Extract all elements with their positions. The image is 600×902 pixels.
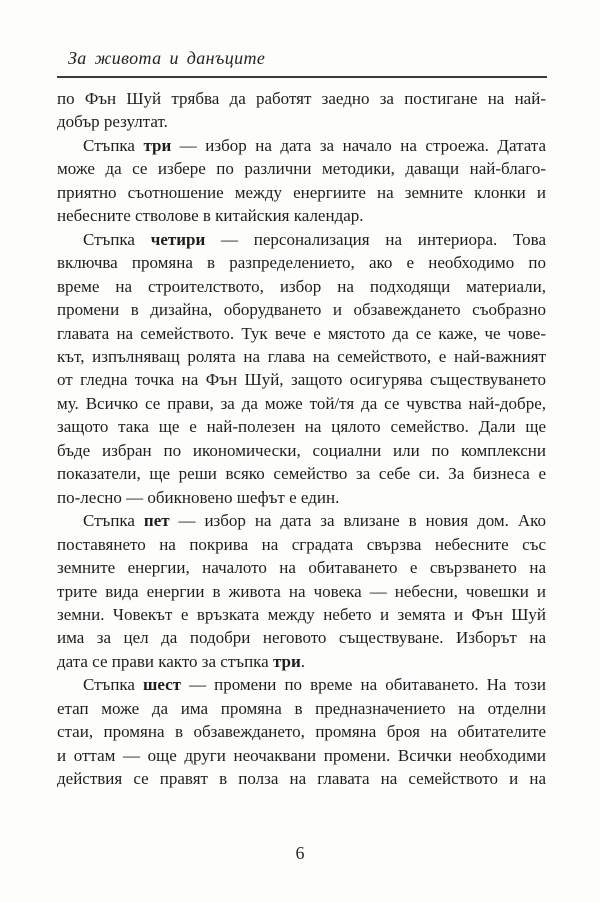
text-line [57, 298, 546, 321]
text-line [57, 392, 546, 415]
text-segment: включва промяна в разпределението, ако е необходимо по [57, 253, 546, 273]
text-segment: — избор на дата за влизане в новия дом. Ако [169, 511, 546, 531]
page-body [57, 87, 546, 791]
text-segment: . [300, 651, 306, 671]
text-segment: — избор на дата за начало на строежа. Датата [171, 135, 546, 155]
bold-step-word: четири [150, 229, 206, 249]
bold-step-word: пет [143, 511, 170, 531]
bold-step-word: три [143, 135, 172, 155]
text-line [57, 204, 546, 227]
text-segment: Стъпка [83, 675, 144, 695]
text-segment: действия се правят в полза на главата на семейството и на [57, 769, 546, 789]
bold-step-word: три [272, 651, 301, 671]
text-segment: му. Всичко се прави, за да може той/тя да се чувства най-добре, [57, 393, 546, 413]
text-line [57, 134, 546, 157]
text-segment: — промени по време на обитаването. На този [181, 675, 546, 695]
text-segment: главата на семейството. Тук вече е мястото да се каже, че чове- [57, 323, 546, 343]
text-segment: може да се избере по различни методики, даващи най-благо- [57, 159, 546, 179]
text-line [57, 110, 546, 133]
text-line [57, 87, 546, 110]
text-line [57, 415, 546, 438]
text-segment: земните енергии, началото на обитаването е свързването на [57, 558, 546, 578]
text-segment: добър резултат. [57, 112, 168, 132]
text-segment: показатели, ще реши всяко семейство за себе си. За бизнеса е [57, 464, 546, 484]
text-segment: — персонализация на интериора. Това [205, 229, 547, 249]
text-segment: Стъпка [83, 135, 144, 155]
text-line [57, 673, 546, 696]
text-segment: небесните стволове в китайския календар. [57, 206, 364, 226]
text-line [57, 251, 546, 274]
page-number: 6 [295, 843, 305, 863]
text-line [57, 275, 546, 298]
running-header: За живота и данъците [68, 48, 266, 68]
text-line [57, 556, 546, 579]
text-line [57, 157, 546, 180]
text-line [57, 486, 546, 509]
text-line [57, 322, 546, 345]
text-line [57, 650, 546, 673]
text-segment: и оттам — още други неочаквани промени. Всички необходими [57, 745, 546, 765]
text-segment: поставянето на покрива на сградата свързва небесните със [57, 534, 546, 554]
paragraph [57, 87, 546, 134]
text-segment: по Фън Шуй трябва да работят заедно за постигане на най- [57, 89, 546, 108]
text-segment: кът, изпълняващ ролята на глава на семейството, е най-важният [57, 346, 546, 366]
paragraph [57, 134, 546, 228]
text-line [57, 603, 546, 626]
text-segment: защото така ще е най-полезен на цялото семейство. Дали ще [57, 417, 546, 437]
text-segment: от гледна точка на Фън Шуй, защото осигурява съществуването [57, 370, 546, 390]
text-line [57, 509, 546, 532]
text-segment: приятно съотношение между енергиите на земните клонки и [57, 182, 546, 202]
text-line [57, 228, 546, 251]
text-segment: земни. Човекът е връзката между небето и земята и Фън Шуй [57, 604, 546, 624]
text-line [57, 368, 546, 391]
text-segment: има за цел да подобри неговото съществуване. Изборът на [57, 628, 546, 648]
text-segment: етап може да има промяна в предназначението на отделни [57, 698, 546, 718]
text-line [57, 580, 546, 603]
bold-step-word: шест [143, 675, 182, 695]
text-segment: промени в дизайна, оборудването и обзавеждането съобразно [57, 300, 546, 320]
paragraph [57, 509, 546, 673]
text-segment: бъде избран по икономически, социални или по комплексни [57, 440, 546, 460]
text-segment: по-лесно — обикновено шефът е един. [57, 487, 340, 507]
paragraph [57, 228, 546, 509]
header-rule [57, 76, 547, 78]
text-line [57, 181, 546, 204]
text-line [57, 533, 546, 556]
text-line [57, 744, 546, 767]
text-line [57, 767, 546, 790]
text-segment: Стъпка [83, 511, 144, 531]
paragraph [57, 673, 546, 790]
text-segment: трите вида енергии в живота на човека — небесни, човешки и [57, 581, 546, 601]
text-segment: време на строителството, избор на подходящи материали, [57, 276, 546, 296]
text-line [57, 720, 546, 743]
text-line [57, 439, 546, 462]
text-line [57, 697, 546, 720]
text-line [57, 462, 546, 485]
text-line [57, 345, 546, 368]
text-segment: Стъпка [83, 229, 151, 249]
text-line [57, 626, 546, 649]
text-segment: дата се прави както за стъпка [57, 651, 273, 671]
text-segment: стаи, промяна в обзавеждането, промяна броя на обитателите [57, 722, 546, 742]
